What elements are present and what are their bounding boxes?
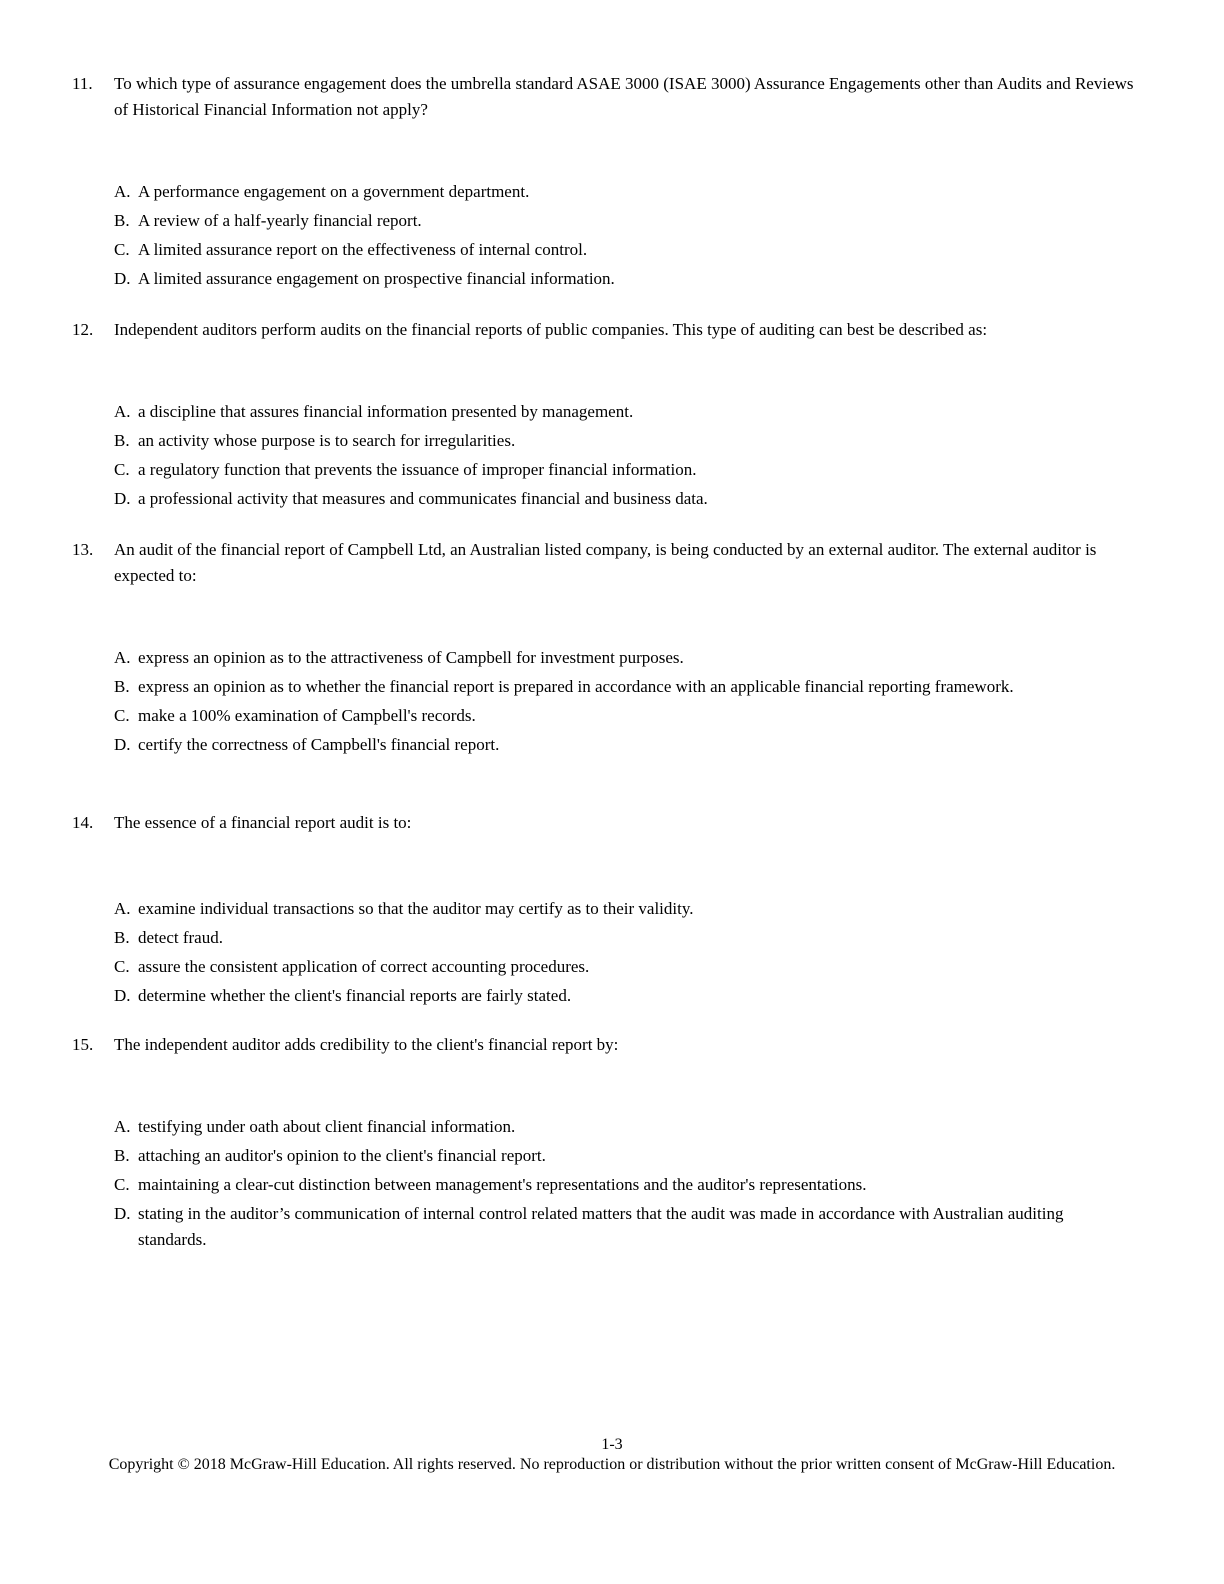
- option-letter: D.: [114, 735, 131, 754]
- question-number: 14.: [72, 813, 94, 832]
- option-text: a discipline that assures financial information presented by management.: [138, 402, 634, 421]
- option-c: [114, 703, 1074, 729]
- option-letter: C.: [114, 957, 130, 976]
- question-text: An audit of the financial report of Campbell Ltd, an Australian listed company, is being conducted by an external auditor. The external auditor is expected to:: [114, 540, 1097, 585]
- question-number: 11.: [72, 74, 93, 93]
- option-d: [114, 486, 1074, 512]
- option-text: make a 100% examination of Campbell's records.: [138, 706, 476, 725]
- question-number: 15.: [72, 1035, 94, 1054]
- option-a: [114, 1114, 1074, 1140]
- question-stem: [0, 537, 1224, 589]
- option-a: [114, 645, 1074, 671]
- option-text: certify the correctness of Campbell's financial report.: [138, 735, 500, 754]
- option-letter: A.: [114, 648, 131, 667]
- question-number: 13.: [72, 540, 94, 559]
- option-text: testifying under oath about client financial information.: [138, 1117, 516, 1136]
- question-14: [0, 810, 1224, 1012]
- option-d: [114, 732, 1074, 758]
- option-letter: A.: [114, 1117, 131, 1136]
- option-text: examine individual transactions so that the auditor may certify as to their validity.: [138, 899, 694, 918]
- option-text: maintaining a clear-cut distinction between management's representations and the auditor's representations.: [138, 1175, 867, 1194]
- option-letter: D.: [114, 269, 131, 288]
- answer-options: [0, 896, 1224, 1009]
- question-stem: [0, 1032, 1224, 1058]
- option-b: [114, 428, 1074, 454]
- question-number: 12.: [72, 320, 94, 339]
- answer-options: [0, 645, 1224, 758]
- answer-options: [0, 179, 1224, 292]
- question-text: The essence of a financial report audit is to:: [114, 813, 412, 832]
- answer-options: [0, 1114, 1224, 1253]
- option-text: express an opinion as to whether the financial report is prepared in accordance with an applicable financial reporting framework.: [138, 677, 1014, 696]
- option-c: [114, 954, 1074, 980]
- option-b: [114, 208, 1074, 234]
- option-text: A performance engagement on a government department.: [138, 182, 530, 201]
- question-12: [0, 317, 1224, 515]
- option-letter: B.: [114, 1146, 130, 1165]
- option-letter: C.: [114, 240, 130, 259]
- option-d: [114, 983, 1074, 1009]
- option-letter: D.: [114, 1204, 131, 1223]
- option-letter: B.: [114, 211, 130, 230]
- option-text: a regulatory function that prevents the issuance of improper financial information.: [138, 460, 697, 479]
- question-text: To which type of assurance engagement does the umbrella standard ASAE 3000 (ISAE 3000) Assurance Engagements other than Audits and Reviews of Historical Financial Information not apply?: [114, 74, 1134, 119]
- option-letter: B.: [114, 431, 130, 450]
- option-letter: C.: [114, 706, 130, 725]
- question-15: [0, 1032, 1224, 1256]
- option-text: A limited assurance engagement on prospective financial information.: [138, 269, 615, 288]
- option-letter: D.: [114, 986, 131, 1005]
- question-11: [0, 71, 1224, 295]
- option-letter: B.: [114, 928, 130, 947]
- option-letter: A.: [114, 402, 131, 421]
- option-text: A review of a half-yearly financial report.: [138, 211, 422, 230]
- copyright-notice: Copyright © 2018 McGraw-Hill Education. All rights reserved. No reproduction or distribution without the prior written consent of McGraw-Hill Education.: [108, 1456, 1116, 1473]
- option-letter: B.: [114, 677, 130, 696]
- option-text: attaching an auditor's opinion to the client's financial report.: [138, 1146, 546, 1165]
- option-text: express an opinion as to the attractiveness of Campbell for investment purposes.: [138, 648, 684, 667]
- option-c: [114, 1172, 1074, 1198]
- option-a: [114, 399, 1074, 425]
- option-text: determine whether the client's financial reports are fairly stated.: [138, 986, 572, 1005]
- option-d: [114, 266, 1074, 292]
- question-stem: [0, 71, 1224, 123]
- option-b: [114, 674, 1074, 700]
- option-letter: D.: [114, 489, 131, 508]
- question-text: Independent auditors perform audits on the financial reports of public companies. This type of auditing can best be described as:: [114, 320, 988, 339]
- option-letter: A.: [114, 182, 131, 201]
- page-number: 1-3: [601, 1436, 623, 1453]
- option-c: [114, 457, 1074, 483]
- option-b: [114, 1143, 1074, 1169]
- option-text: an activity whose purpose is to search for irregularities.: [138, 431, 516, 450]
- option-letter: A.: [114, 899, 131, 918]
- question-text: The independent auditor adds credibility to the client's financial report by:: [114, 1035, 619, 1054]
- answer-options: [0, 399, 1224, 512]
- option-text: A limited assurance report on the effectiveness of internal control.: [138, 240, 588, 259]
- question-stem: [0, 810, 1224, 836]
- option-text: detect fraud.: [138, 928, 223, 947]
- option-text: stating in the auditor’s communication of internal control related matters that the audit was made in accordance with Australian auditing standards.: [138, 1204, 1064, 1249]
- option-b: [114, 925, 1074, 951]
- option-text: a professional activity that measures and communicates financial and business data.: [138, 489, 708, 508]
- option-letter: C.: [114, 460, 130, 479]
- option-a: [114, 179, 1074, 205]
- option-a: [114, 896, 1074, 922]
- page-footer: [0, 1435, 1224, 1475]
- option-c: [114, 237, 1074, 263]
- option-letter: C.: [114, 1175, 130, 1194]
- question-stem: [0, 317, 1224, 343]
- question-13: [0, 537, 1224, 761]
- option-text: assure the consistent application of correct accounting procedures.: [138, 957, 590, 976]
- option-d: [114, 1201, 1074, 1253]
